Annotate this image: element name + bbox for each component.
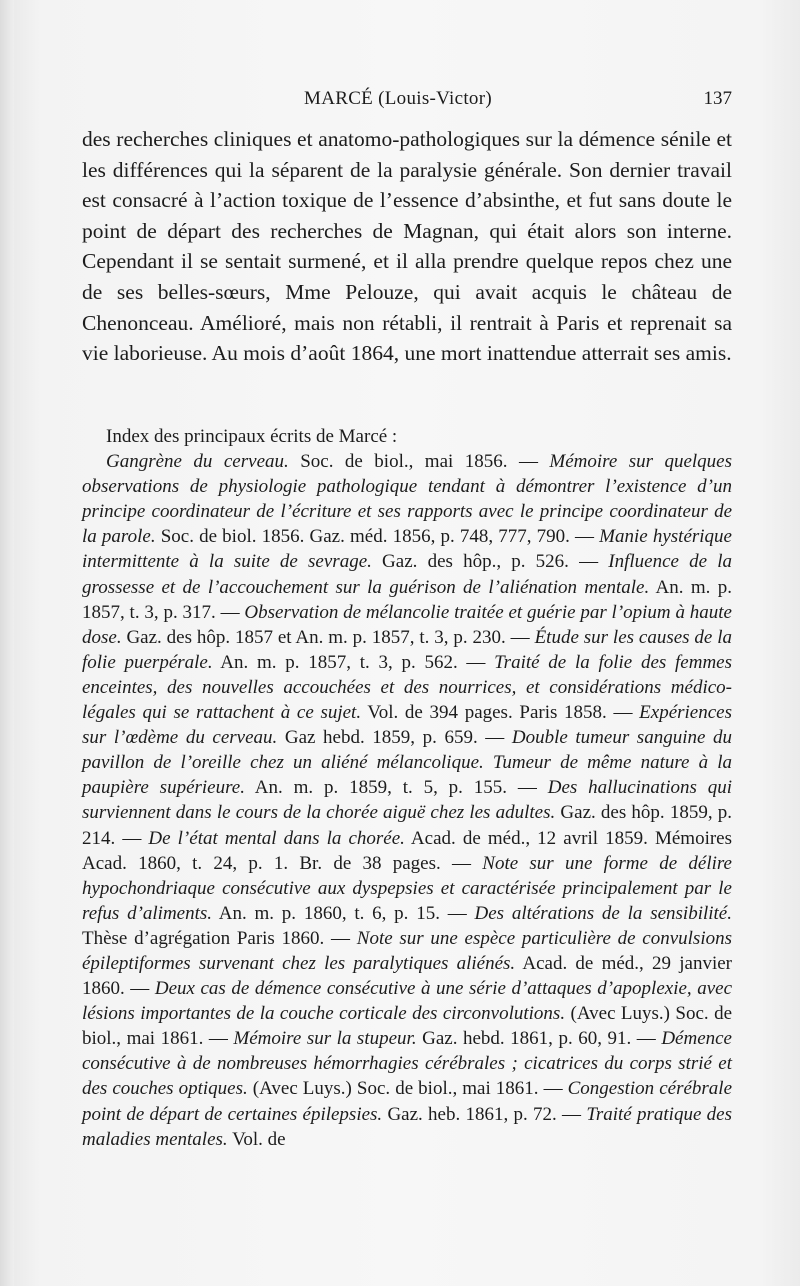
index-entry-citation: Gaz. heb. 1861, p. 72. — — [382, 1103, 587, 1125]
index-entry-title: Traité de la folie des femmes enceintes, des nouvelles accouchées et des nourrices, et considérations médico-légales qui se rattachent à ce sujet. — [82, 651, 732, 724]
index-entry-title: Démence consécutive à de nombreuses hémorrhagies cérébrales ; cicatrices du corps strié et des couches optiques. — [82, 1028, 732, 1100]
index-entry-citation: Soc. de biol. 1856. Gaz. méd. 1856, p. 748, 777, 790. — — [155, 526, 600, 548]
index-entry-title: Deux cas de démence consécutive à une série d’attaques d’apoplexie, avec lésions importantes de la couche corticale des circonvolutions. — [82, 978, 733, 1025]
body-paragraph: des recherches cliniques et anatomo-pathologiques sur la démence sénile et les différences qui la séparent de la paralysie générale. Son dernier travail est consacré à l’action toxique de l’essence d’absinthe, et fut sans doute le point de départ des recherches de Magnan, qui était alors son interne. Cependant il se sentait surmené, et il alla prendre quelque repos chez une de ses belles-sœurs, Mme Pelouze, qui avait acquis le château de Chenonceau. Amélioré, mais non rétabli, il rentrait à Paris et reprenait sa vie laborieuse. Au mois d’août 1864, une mort inattendue atterrait ses amis. — [82, 127, 732, 366]
index-entry-citation: Acad. de méd., 29 janvier 1860. — — [82, 952, 732, 1000]
index-entry-citation: An. m. p. 1859, t. 5, p. 155. — — [245, 777, 548, 799]
index-entry-title: Étude sur les causes de la folie puerpérale. — [82, 626, 733, 673]
index-entry-title: Mémoire sur la stupeur. — [233, 1028, 417, 1050]
index-entry-citation: Gaz. des hôp., p. 526. — — [371, 551, 609, 573]
index-heading: Index des principaux écrits de Marcé : — [106, 426, 398, 447]
index-entries — [82, 449, 732, 1152]
index-entry-title: Gangrène du cerveau. — [106, 451, 289, 473]
index-entry-title: Des hallucinations qui surviennent dans le cours de la chorée aiguë chez les adultes. — [82, 777, 733, 824]
index-entry-citation: Gaz. hebd. 1861, p. 60, 91. — — [416, 1028, 662, 1050]
index-entry-citation: Acad. de méd., 12 avril 1859. Mémoires Acad. 1860, t. 24, p. 1. Br. de 38 pages. — — [82, 827, 733, 874]
index-entry-title: Des altérations de la sensibilité. — [474, 902, 732, 924]
page-number: 137 — [703, 88, 732, 109]
page-header — [82, 82, 732, 112]
index-entry-citation: An. m. p. 1860, t. 6, p. 15. — — [212, 902, 475, 924]
index-entry-title: De l’état mental dans la chorée. — [148, 827, 405, 849]
index-entry-citation: An. m. p. 1857, t. 3, p. 317. — — [82, 576, 732, 623]
index-entry-title: Mémoire sur quelques observations de physiologie pathologique tendant à démontrer l’existence d’un principe coordinateur de l’écriture et ses rapports avec le principe coordinateur de la parole. — [82, 451, 732, 548]
index-entry-citation: Gaz. des hôp. 1857 et An. m. p. 1857, t. 3, p. 230. — — [121, 626, 535, 648]
index-entry-citation: (Avec Luys.) Soc. de biol., mai 1861. — — [82, 1003, 732, 1050]
index-entry-citation: Vol. de — [227, 1128, 286, 1150]
index-entry-citation: Vol. de 394 pages. Paris 1858. — — [361, 702, 640, 724]
index-entry-title: Traité pratique des maladies mentales. — [82, 1103, 732, 1150]
index-entry-title: Note sur une espèce particulière de convulsions épileptiformes survenant chez les paralytiques aliénés. — [82, 927, 732, 974]
index-entry-title: Manie hystérique intermittente à la suite de sevrage. — [82, 526, 732, 573]
index-entry-citation: Gaz hebd. 1859, p. 659. — — [277, 727, 512, 749]
index-entry-title: Double tumeur sanguine du pavillon de l’oreille chez un aliéné mélancolique. Tumeur de même nature à la paupière supérieure. — [82, 727, 732, 799]
index-entry-title: Congestion cérébrale point de départ de certaines épilepsies. — [82, 1078, 733, 1125]
running-head: MARCÉ (Louis-Victor) — [304, 88, 492, 109]
index-entry-citation: (Avec Luys.) Soc. de biol., mai 1861. — — [247, 1078, 568, 1100]
index-entry-citation: Thèse d’agrégation Paris 1860. — — [82, 927, 357, 949]
index-entry-citation: An. m. p. 1857, t. 3, p. 562. — — [212, 651, 495, 673]
index-entry-title: Note sur une forme de délire hypochondriaque consécutive aux dyspepsies et caractérisée principalement par le refus d’aliments. — [82, 852, 732, 924]
page-gutter-shadow — [0, 0, 14, 1286]
index-of-writings — [82, 424, 732, 1152]
index-entry-citation: Soc. de biol., mai 1856. — — [288, 451, 550, 473]
index-entry-citation: Gaz. des hôp. 1859, p. 214. — — [82, 802, 732, 849]
index-entry-title: Influence de la grossesse et de l’accouchement sur la guérison de l’aliénation mentale. — [82, 551, 733, 598]
index-entry-title: Observation de mélancolie traitée et guérie par l’opium à haute dose. — [82, 601, 732, 648]
index-entry-title: Expériences sur l’œdème du cerveau. — [82, 702, 732, 749]
